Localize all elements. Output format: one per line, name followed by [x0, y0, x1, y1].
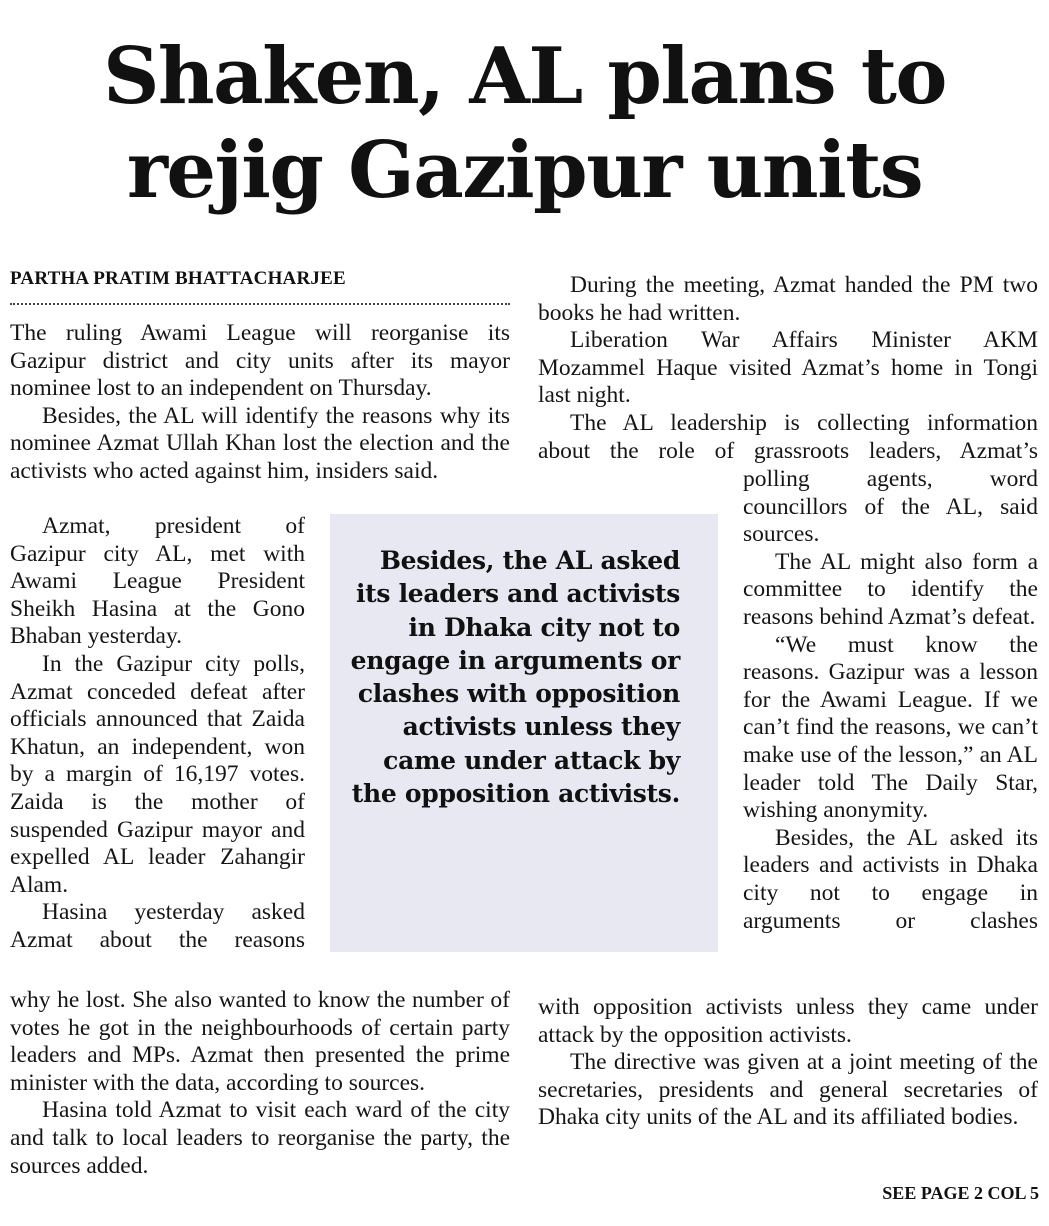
paragraph: Besides, the AL will identify the reasons why its nominee Azmat Ullah Khan lost the election and the activists who acted against him, insiders said. — [10, 402, 510, 484]
paragraph: Liberation War Affairs Minister AKM Mozammel Haque visited Azmat’s home in Tongi last night. — [538, 327, 1038, 409]
headline-line-2: rejig Gazipur units — [126, 125, 923, 216]
paragraph: The ruling Awami League will reorganise its Gazipur district and city units after its mayor nominee lost to an independent on Thursday. — [10, 320, 510, 402]
pull-quote-box — [330, 514, 718, 952]
paragraph: The AL leadership is collecting information about the role of grassroots leaders, Azmat’s — [538, 409, 1038, 464]
paragraph: why he lost. She also wanted to know the number of votes he got in the neighbourhoods of certain party leaders and MPs. Azmat then presented the prime minister with the data, according to sources. — [10, 987, 510, 1096]
paragraph: In the Gazipur city polls, Azmat conceded defeat after officials announced that Zaida Khatun, an independent, won by a margin of 16,197 votes. Zaida is the mother of suspended Gazipur mayor and expelled AL leader Zahangir Alam. — [10, 650, 305, 898]
left-column-top — [10, 320, 510, 486]
paragraph: The directive was given at a joint meeting of the secretaries, presidents and general secretaries of Dhaka city units of the AL and its affiliated bodies. — [538, 1049, 1038, 1131]
pull-quote: Besides, the AL asked its leaders and activists in Dhaka city not to engage in arguments or clashes with opposition activists unless they came under attack by the opposition activists. — [350, 546, 680, 809]
byline: PARTHA PRATIM BHATTACHARJEE — [10, 268, 346, 289]
byline-divider — [10, 303, 510, 305]
right-column-bottom — [538, 994, 1038, 1132]
left-column-bottom — [10, 987, 510, 1180]
continuation-note[interactable]: SEE PAGE 2 COL 5 — [882, 1183, 1039, 1203]
left-column-narrow — [10, 513, 305, 955]
paragraph: Azmat, president of Gazipur city AL, met with Awami League President Sheikh Hasina at the Gono Bhaban yesterday. — [10, 513, 305, 650]
paragraph: Besides, the AL asked its leaders and activists in Dhaka city not to engage in arguments or clashes — [743, 824, 1038, 934]
paragraph: Hasina yesterday asked Azmat about the reasons — [10, 899, 305, 953]
headline — [0, 30, 1049, 218]
right-column-top — [538, 272, 1038, 465]
headline-line-1: Shaken, AL plans to — [103, 31, 946, 122]
paragraph: “We must know the reasons. Gazipur was a lesson for the Awami League. If we can’t find the reasons, we can’t make use of the lesson,” an AL leader told The Daily Star, wishing anonymity. — [743, 631, 1038, 824]
paragraph: The AL might also form a committee to identify the reasons behind Azmat’s defeat. — [743, 548, 1038, 630]
paragraph: polling agents, word councillors of the AL, said sources. — [743, 466, 1038, 548]
right-column-narrow — [743, 466, 1038, 935]
paragraph: During the meeting, Azmat handed the PM two books he had written. — [538, 272, 1038, 326]
paragraph: Hasina told Azmat to visit each ward of the city and talk to local leaders to reorganise the party, the sources added. — [10, 1097, 510, 1179]
paragraph: with opposition activists unless they came under attack by the opposition activists. — [538, 994, 1038, 1048]
